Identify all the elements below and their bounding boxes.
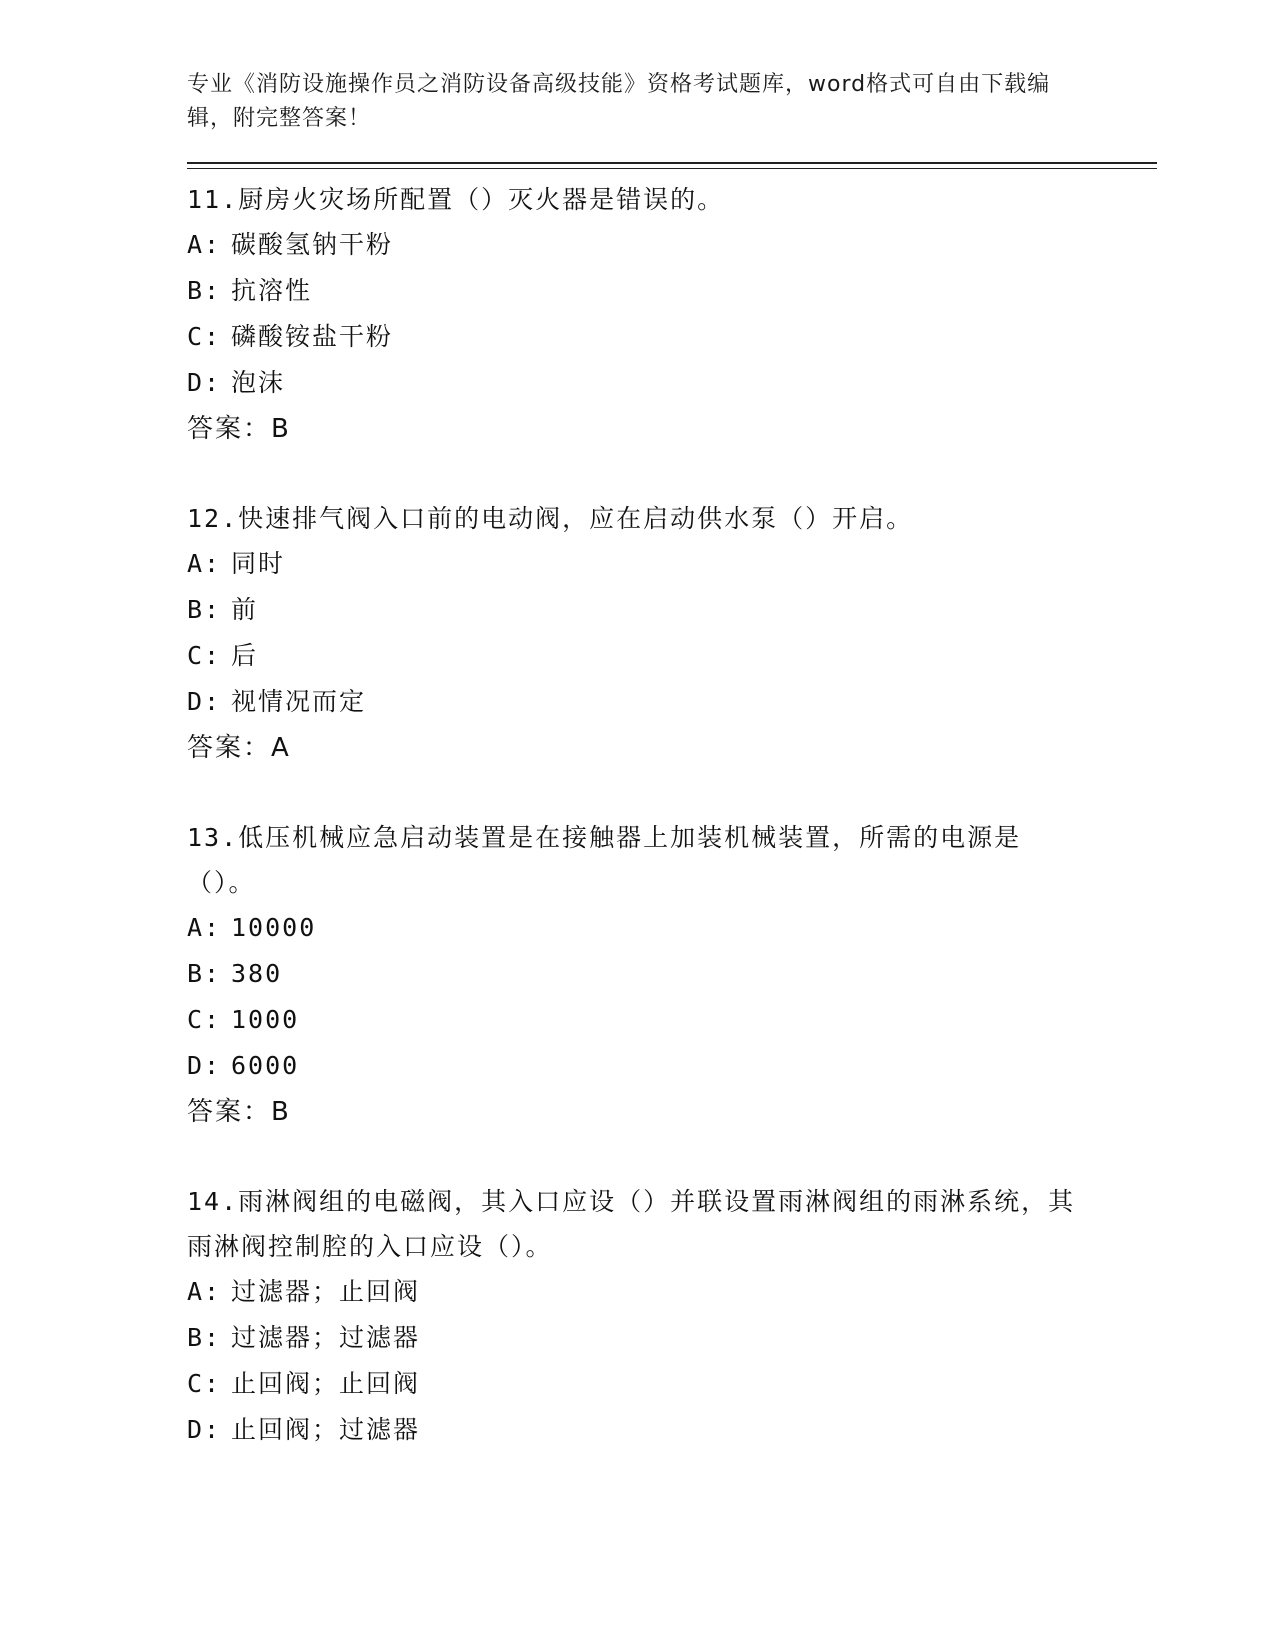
option-letter: C: bbox=[187, 1005, 222, 1034]
option-letter: B: bbox=[187, 959, 222, 988]
question-stem: 14.雨淋阀组的电磁阀，其入口应设（）并联设置雨淋阀组的雨淋系统，其雨淋阀控制腔的入口应设（）。 bbox=[187, 1187, 1076, 1261]
option-letter: A: bbox=[187, 1277, 222, 1306]
option-text: 380 bbox=[231, 959, 283, 988]
question-stem: 13.低压机械应急启动装置是在接触器上加装机械装置，所需的电源是（）。 bbox=[187, 823, 1022, 897]
question-stem: 12.快速排气阀入口前的电动阀，应在启动供水泵（）开启。 bbox=[187, 504, 914, 533]
option-text: 止回阀；止回阀 bbox=[231, 1369, 421, 1398]
option-text: 碳酸氢钠干粉 bbox=[231, 230, 394, 259]
option-letter: C: bbox=[187, 641, 222, 670]
question-14 bbox=[187, 1179, 1157, 1453]
option-text: 同时 bbox=[231, 549, 286, 578]
option-letter: D: bbox=[187, 1051, 222, 1080]
option-c bbox=[187, 1361, 1157, 1407]
option-text: 止回阀；过滤器 bbox=[231, 1415, 421, 1444]
option-b bbox=[187, 587, 1157, 633]
question-13 bbox=[187, 815, 1157, 1135]
option-d bbox=[187, 360, 1157, 406]
option-text: 1000 bbox=[231, 1005, 300, 1034]
option-text: 6000 bbox=[231, 1051, 300, 1080]
option-letter: C: bbox=[187, 1369, 222, 1398]
option-text: 10000 bbox=[231, 913, 317, 942]
option-letter: C: bbox=[187, 322, 222, 351]
option-text: 磷酸铵盐干粉 bbox=[231, 322, 394, 351]
answer-line: 答案：B bbox=[187, 414, 291, 444]
header-note: 专业《消防设施操作员之消防设备高级技能》资格考试题库，word格式可自由下载编辑，附完整答案！ bbox=[187, 72, 1051, 131]
option-d bbox=[187, 1407, 1157, 1453]
option-letter: B: bbox=[187, 276, 222, 305]
option-d bbox=[187, 679, 1157, 725]
option-letter: A: bbox=[187, 913, 222, 942]
option-a bbox=[187, 905, 1157, 951]
option-d bbox=[187, 1043, 1157, 1089]
option-text: 抗溶性 bbox=[231, 276, 313, 305]
option-text: 后 bbox=[231, 641, 259, 670]
option-b bbox=[187, 951, 1157, 997]
option-c bbox=[187, 997, 1157, 1043]
question-stem: 11.厨房火灾场所配置（）灭火器是错误的。 bbox=[187, 185, 725, 214]
option-c bbox=[187, 633, 1157, 679]
option-text: 过滤器；止回阀 bbox=[231, 1277, 421, 1306]
option-letter: D: bbox=[187, 1415, 222, 1444]
option-letter: D: bbox=[187, 368, 222, 397]
answer-line: 答案：B bbox=[187, 1097, 291, 1127]
option-c bbox=[187, 314, 1157, 360]
option-a bbox=[187, 541, 1157, 587]
option-letter: B: bbox=[187, 595, 222, 624]
option-letter: B: bbox=[187, 1323, 222, 1352]
option-text: 过滤器；过滤器 bbox=[231, 1323, 421, 1352]
question-12 bbox=[187, 496, 1157, 771]
option-text: 视情况而定 bbox=[231, 687, 367, 716]
option-text: 泡沫 bbox=[231, 368, 286, 397]
option-letter: A: bbox=[187, 549, 222, 578]
option-letter: A: bbox=[187, 230, 222, 259]
option-text: 前 bbox=[231, 595, 259, 624]
option-letter: D: bbox=[187, 687, 222, 716]
option-a bbox=[187, 222, 1157, 268]
answer-line: 答案：A bbox=[187, 733, 291, 763]
option-b bbox=[187, 268, 1157, 314]
option-a bbox=[187, 1269, 1157, 1315]
option-b bbox=[187, 1315, 1157, 1361]
question-11 bbox=[187, 177, 1157, 452]
header-divider bbox=[187, 162, 1157, 169]
document-page bbox=[187, 68, 1157, 1453]
